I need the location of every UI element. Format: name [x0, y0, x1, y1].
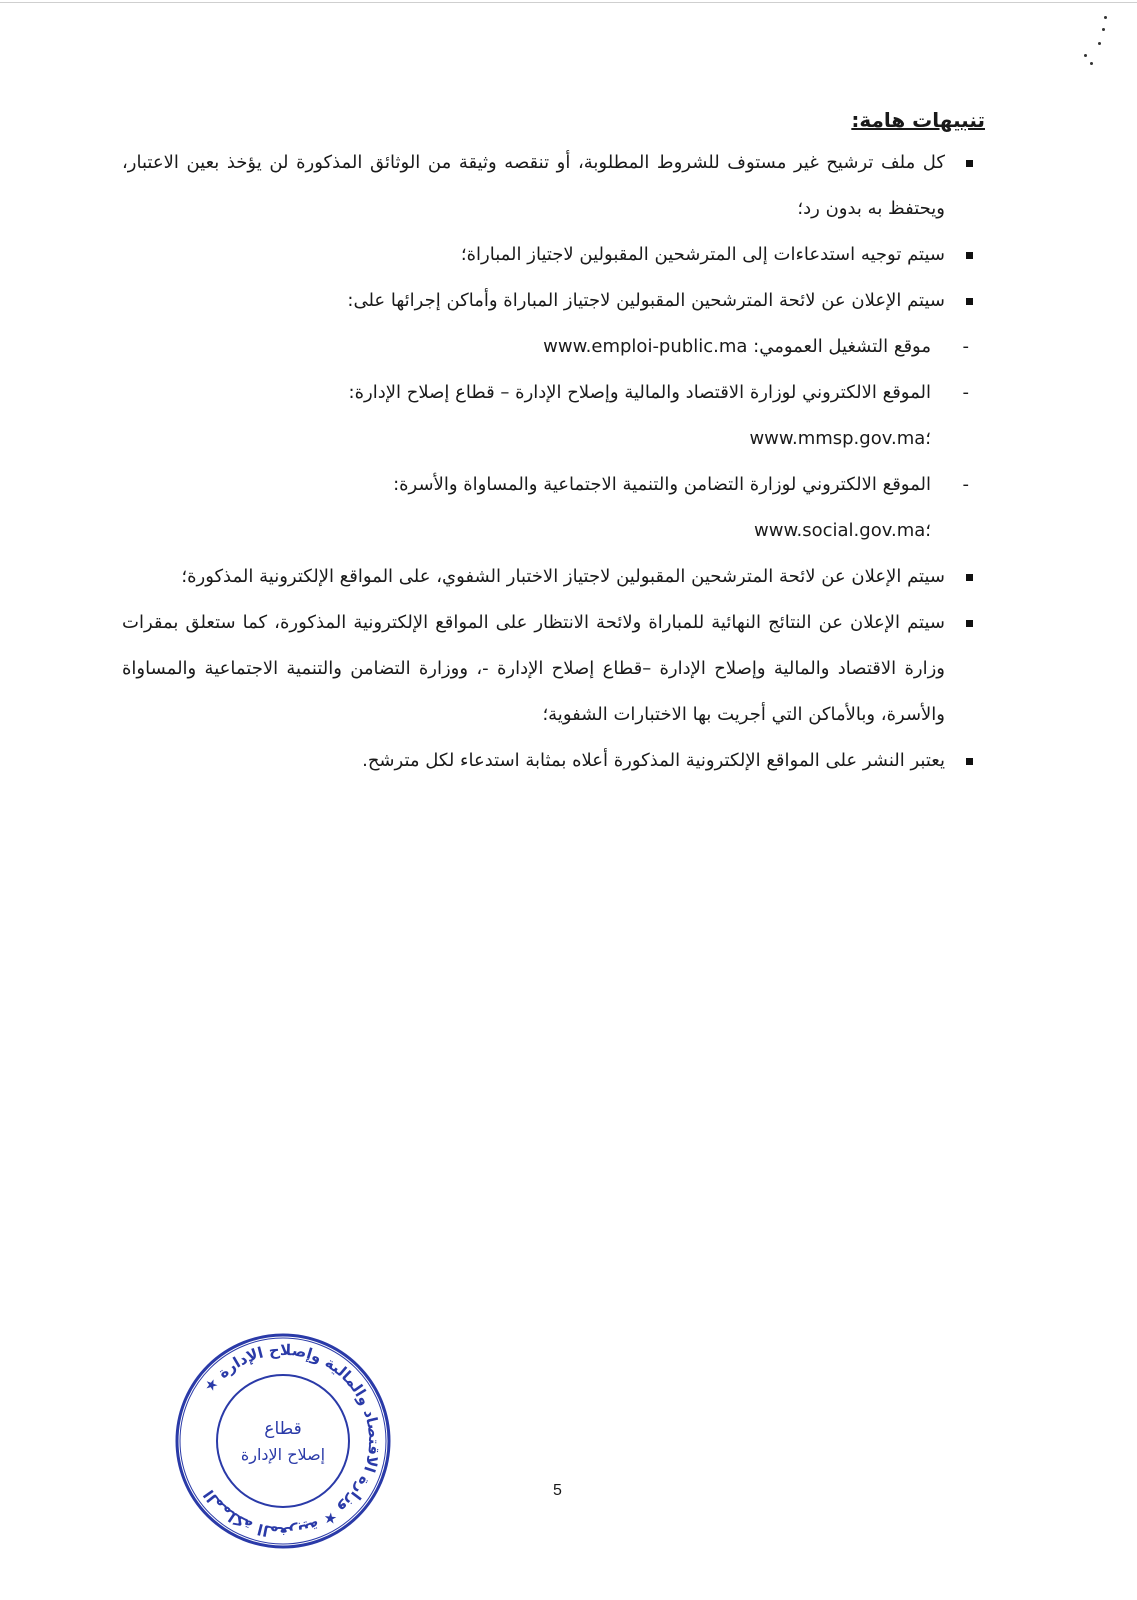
square-bullet-icon	[963, 278, 973, 324]
bullet-text: سيتم الإعلان عن النتائج النهائية للمباراة ولائحة الانتظار على المواقع الإلكترونية المذكورة، كما ستعلق بمقرات وزارة الاقتصاد والمالية وإصلاح الإدارة –قطاع إصلاح الإدارة -، ووزارة التضامن والتنمية الاجتماعية والمساواة والأسرة، وبالأماكن التي أجريت بها الاختبارات الشفوية؛	[122, 612, 945, 725]
bullet-item	[122, 140, 987, 232]
site-url: www.emploi-public.ma	[543, 336, 748, 357]
speck	[1102, 28, 1105, 31]
square-bullet-icon	[963, 232, 973, 278]
site-label: الموقع الالكتروني لوزارة الاقتصاد والمالية وإصلاح الإدارة – قطاع إصلاح الإدارة:	[348, 382, 931, 403]
bullet-text: كل ملف ترشيح غير مستوف للشروط المطلوبة، أو تنقصه وثيقة من الوثائق المذكورة لن يؤخذ بعين الاعتبار، ويحتفظ به بدون رد؛	[122, 152, 945, 219]
page-number: 5	[553, 1482, 562, 1499]
speck	[1084, 54, 1087, 57]
stamp-center-line2: إصلاح الإدارة	[240, 1445, 326, 1464]
square-bullet-icon	[963, 554, 973, 600]
bullet-item	[122, 738, 987, 784]
speck	[1104, 16, 1107, 19]
site-url: www.social.gov.ma؛	[754, 520, 931, 541]
dash-bullet: -	[962, 382, 969, 403]
bullet-text: سيتم الإعلان عن لائحة المترشحين المقبولين لاجتياز المباراة وأماكن إجرائها على:	[347, 290, 945, 311]
stamp-center-line1: قطاع	[264, 1419, 302, 1439]
svg-text:المملكة المغربية ★ وزارة الاقت	[200, 1341, 383, 1541]
dash-bullet: -	[962, 474, 969, 495]
stamp-outer-text: المملكة المغربية ★ وزارة الاقتصاد والمالية وإصلاح الإدارة ★	[199, 1340, 384, 1542]
square-bullet-icon	[963, 140, 973, 186]
site-item	[122, 370, 987, 462]
site-item	[122, 324, 987, 370]
stamp-seal-icon	[172, 1330, 394, 1552]
square-bullet-icon	[963, 600, 973, 646]
site-item	[122, 462, 987, 554]
site-label: الموقع الالكتروني لوزارة التضامن والتنمية الاجتماعية والمساواة والأسرة:	[393, 474, 931, 495]
bullet-item	[122, 278, 987, 324]
square-bullet-icon	[963, 738, 973, 784]
site-url: www.mmsp.gov.ma؛	[749, 428, 931, 449]
bullet-item	[122, 554, 987, 600]
notice-heading: تنبيهات هامة:	[851, 108, 985, 132]
notice-content	[122, 100, 987, 784]
bullet-item	[122, 600, 987, 738]
dash-bullet: -	[962, 336, 969, 357]
bullet-text: يعتبر النشر على المواقع الإلكترونية المذكورة أعلاه بمثابة استدعاء لكل مترشح.	[362, 750, 945, 771]
scan-edge-line	[0, 2, 1137, 3]
bullet-item	[122, 232, 987, 278]
speck	[1090, 62, 1093, 65]
official-stamp	[172, 1330, 394, 1552]
site-label: موقع التشغيل العمومي:	[753, 336, 931, 357]
bullet-text: سيتم الإعلان عن لائحة المترشحين المقبولين لاجتياز الاختبار الشفوي، على المواقع الإلكترونية المذكورة؛	[181, 566, 945, 587]
scan-specks	[1069, 14, 1109, 74]
bullet-text: سيتم توجيه استدعاءات إلى المترشحين المقبولين لاجتياز المباراة؛	[460, 244, 945, 265]
speck	[1098, 42, 1101, 45]
